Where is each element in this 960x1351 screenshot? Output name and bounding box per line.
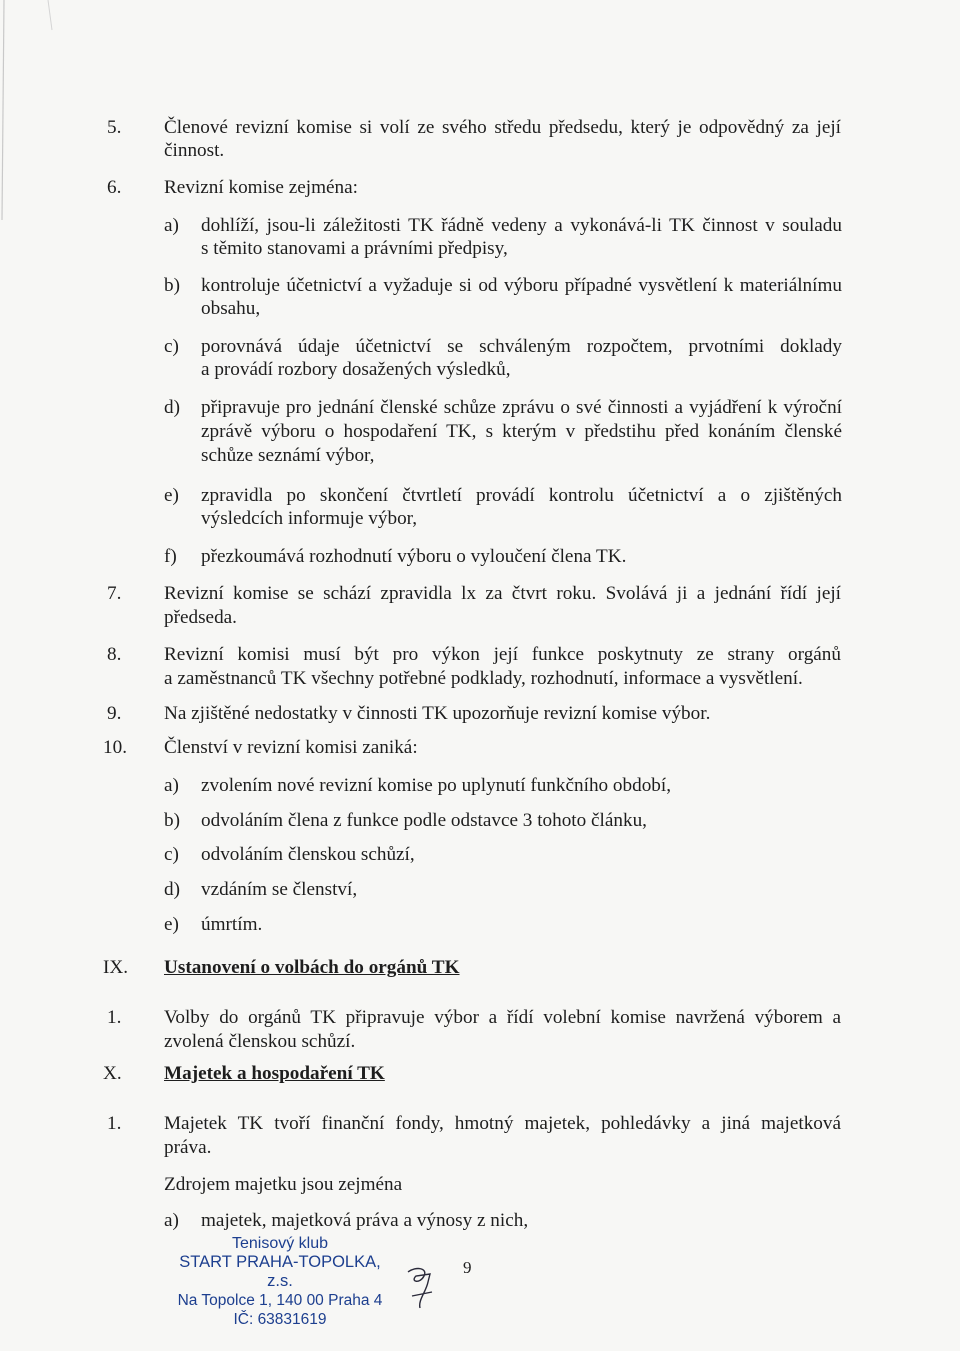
page-number: 9 <box>463 1258 472 1277</box>
list-marker: d) <box>164 879 180 900</box>
page-edge-mark <box>0 0 60 220</box>
paragraph-8-line-1: Revizní komisi musí být pro výkon její funkce poskytnuty ze strany orgánů <box>164 644 841 665</box>
section-10-sources-intro: Zdrojem majetku jsou zejména <box>164 1174 403 1195</box>
paragraph-7-line-1: Revizní komise se schází zpravidla lx za čtvrt roku. Svolává ji a jednání řídí její <box>164 583 841 604</box>
list-marker: b) <box>164 810 180 831</box>
section-number: IX. <box>103 957 129 978</box>
list-marker: a) <box>164 775 179 796</box>
paragraph-6-intro: Revizní komise zejména: <box>164 177 358 198</box>
stamp-id-line: IČ: 63831619 <box>233 1311 327 1328</box>
section-heading: Ustanovení o volbách do orgánů TK <box>164 957 460 978</box>
item-10c: odvoláním členskou schůzí, <box>201 844 415 865</box>
section-10-item-a: majetek, majetková práva a výnosy z nich, <box>201 1210 529 1231</box>
list-marker: c) <box>164 844 179 865</box>
paragraph-number: 1. <box>107 1007 122 1028</box>
paragraph-5-line-1: Členové revizní komise si volí ze svého středu předsedu, který je odpovědný za její <box>164 117 841 138</box>
item-6d-line-2: zprávě výboru o hospodaření TK, s kterým v předstihu před konáním členské <box>201 421 842 442</box>
paragraph-8-line-2: a zaměstnanců TK všechny potřebné podklady, rozhodnutí, informace a vysvětlení. <box>164 668 803 689</box>
list-marker: a) <box>164 215 179 236</box>
paragraph-10-intro: Členství v revizní komisi zaniká: <box>164 737 418 758</box>
item-6c-line-1: porovnává údaje účetnictví se schváleným rozpočtem, prvotními doklady <box>201 336 842 357</box>
paragraph-number: 9. <box>107 703 122 724</box>
paragraph-7-line-2: předseda. <box>164 607 237 628</box>
list-marker: a) <box>164 1210 179 1231</box>
list-marker: f) <box>164 546 177 567</box>
paragraph-5-line-2: činnost. <box>164 140 225 161</box>
section-9-paragraph-1-line-1: Volby do orgánů TK připravuje výbor a řídí volební komise navržená výborem a <box>164 1007 841 1028</box>
item-6c-line-2: a provádí rozbory dosažených výsledků, <box>201 359 511 380</box>
item-6f-line-1: přezkoumává rozhodnutí výboru o vyloučení člena TK. <box>201 546 627 567</box>
paragraph-number: 6. <box>107 177 122 198</box>
list-marker: e) <box>164 914 179 935</box>
paragraph-number: 7. <box>107 583 122 604</box>
list-marker: c) <box>164 336 179 357</box>
item-6a-line-2: s těmito stanovami a právními předpisy, <box>201 238 508 259</box>
item-6e-line-2: výsledcích informuje výbor, <box>201 508 418 529</box>
list-marker: e) <box>164 485 179 506</box>
section-10-paragraph-1-line-1: Majetek TK tvoří finanční fondy, hmotný majetek, pohledávky a jiná majetková <box>164 1113 841 1134</box>
section-heading: Majetek a hospodaření TK <box>164 1063 385 1084</box>
stamp-club-line: Tenisový klub <box>231 1235 329 1252</box>
list-marker: d) <box>164 397 180 418</box>
item-10d: vzdáním se členství, <box>201 879 358 900</box>
paragraph-number: 1. <box>107 1113 122 1134</box>
item-10b: odvoláním člena z funkce podle odstavce 3 tohoto článku, <box>201 810 647 831</box>
stamp-name-line: START PRAHA-TOPOLKA, z.s. <box>179 1253 381 1290</box>
item-6b-line-2: obsahu, <box>201 298 261 319</box>
section-9-paragraph-1-line-2: zvolená členskou schůzí. <box>164 1031 356 1052</box>
item-6a-line-1: dohlíží, jsou-li záležitosti TK řádně vedeny a vykonává-li TK činnost v souladu <box>201 215 842 236</box>
item-6d-line-3: schůze seznámí výbor, <box>201 445 375 466</box>
signature-mark <box>398 1262 446 1310</box>
organization-stamp <box>170 1234 390 1329</box>
paragraph-number: 10. <box>103 737 127 758</box>
stamp-address-line: Na Topolce 1, 140 00 Praha 4 <box>177 1292 383 1309</box>
item-6d-line-1: připravuje pro jednání členské schůze zprávu o své činnosti a vyjádření k výroční <box>201 397 842 418</box>
item-10a: zvolením nové revizní komise po uplynutí funkčního období, <box>201 775 672 796</box>
paragraph-9-line-1: Na zjištěné nedostatky v činnosti TK upozorňuje revizní komise výbor. <box>164 703 711 724</box>
list-marker: b) <box>164 275 180 296</box>
paragraph-number: 8. <box>107 644 122 665</box>
section-10-paragraph-1-line-2: práva. <box>164 1137 212 1158</box>
section-number: X. <box>103 1063 122 1084</box>
item-6b-line-1: kontroluje účetnictví a vyžaduje si od výboru případné vysvětlení k materiálnímu <box>201 275 842 296</box>
item-6e-line-1: zpravidla po skončení čtvrtletí provádí kontrolu účetnictví a o zjištěných <box>201 485 842 506</box>
paragraph-number: 5. <box>107 117 122 138</box>
item-10e: úmrtím. <box>201 914 263 935</box>
